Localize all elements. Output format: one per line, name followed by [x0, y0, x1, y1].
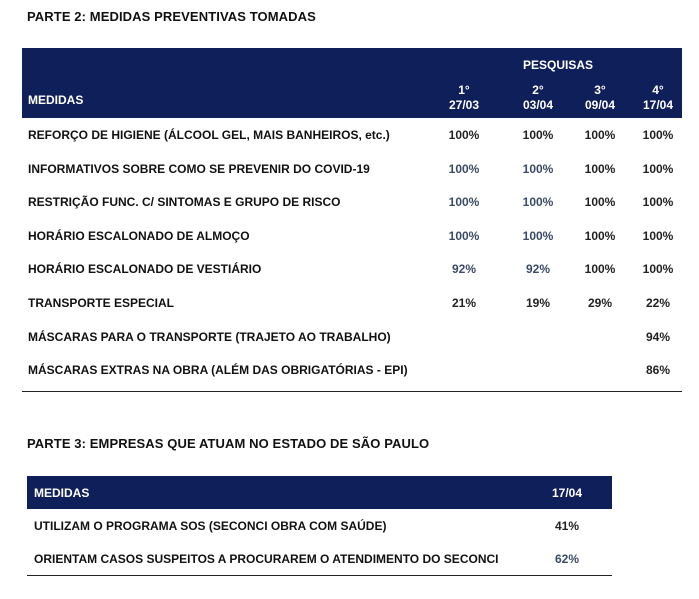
- row-value: 62%: [554, 552, 580, 566]
- table-row: [22, 219, 682, 253]
- row-value: 86%: [645, 363, 671, 378]
- row-value: 100%: [642, 228, 674, 243]
- table-row: [22, 320, 682, 354]
- row-value: 100%: [448, 195, 480, 210]
- row-value: 94%: [645, 329, 671, 344]
- row-value: 100%: [448, 128, 480, 142]
- row-value: 100%: [642, 128, 674, 142]
- row-label: RESTRIÇÃO FUNC. C/ SINTOMAS E GRUPO DE RISCO: [28, 195, 341, 210]
- date-header: 17/04: [551, 486, 583, 500]
- row-value: 19%: [525, 295, 551, 310]
- row-value: 100%: [584, 195, 616, 210]
- row-label: HORÁRIO ESCALONADO DE ALMOÇO: [28, 228, 250, 243]
- table-header: [27, 476, 612, 509]
- table-row: [27, 542, 612, 575]
- table-row: [22, 353, 682, 387]
- row-value: 100%: [522, 195, 554, 210]
- row-value: 100%: [584, 228, 616, 243]
- table-bottom-rule: [27, 575, 612, 576]
- surveys-group-header: PESQUISAS: [522, 58, 594, 72]
- row-value: 21%: [451, 295, 477, 310]
- row-value: 92%: [525, 262, 551, 277]
- row-label: ORIENTAM CASOS SUSPEITOS A PROCURAREM O ATENDIMENTO DO SECONCI: [34, 552, 499, 566]
- table-bottom-rule: [22, 391, 682, 392]
- row-value: 100%: [522, 228, 554, 243]
- row-value: 29%: [587, 295, 613, 310]
- row-value: 100%: [642, 161, 674, 176]
- survey-column-3: 3° 09/04: [584, 83, 616, 112]
- row-value: 100%: [522, 161, 554, 176]
- row-value: 100%: [584, 262, 616, 277]
- medidas-header: MEDIDAS: [34, 486, 90, 500]
- row-value: 22%: [645, 295, 671, 310]
- part3-title: PARTE 3: EMPRESAS QUE ATUAM NO ESTADO DE SÃO PAULO: [27, 436, 430, 451]
- row-label: HORÁRIO ESCALONADO DE VESTIÁRIO: [28, 262, 262, 277]
- row-label: MÁSCARAS PARA O TRANSPORTE (TRAJETO AO TRABALHO): [28, 329, 391, 344]
- row-value: 100%: [584, 128, 616, 142]
- row-value: 100%: [448, 161, 480, 176]
- row-label: MÁSCARAS EXTRAS NA OBRA (ALÉM DAS OBRIGATÓRIAS - EPI): [28, 363, 408, 378]
- row-value: 41%: [554, 519, 580, 533]
- sao-paulo-companies-table: [27, 476, 612, 576]
- row-value: 100%: [584, 161, 616, 176]
- table-row: [27, 509, 612, 542]
- row-label: REFORÇO DE HIGIENE (ÁLCOOL GEL, MAIS BANHEIROS, etc.): [28, 128, 390, 142]
- table-header: [22, 48, 682, 118]
- table-row: [22, 152, 682, 186]
- table-row: [22, 286, 682, 320]
- row-label: UTILIZAM O PROGRAMA SOS (SECONCI OBRA COM SAÚDE): [34, 519, 387, 533]
- row-value: 92%: [451, 262, 477, 277]
- survey-column-2: 2° 03/04: [522, 83, 554, 112]
- part2-title: PARTE 2: MEDIDAS PREVENTIVAS TOMADAS: [27, 9, 316, 24]
- survey-column-4: 4° 17/04: [642, 83, 674, 112]
- row-value: 100%: [642, 262, 674, 277]
- table-row: [22, 252, 682, 286]
- row-label: INFORMATIVOS SOBRE COMO SE PREVENIR DO COVID-19: [28, 161, 370, 176]
- table-row: [22, 118, 682, 152]
- table-row: [22, 185, 682, 219]
- preventive-measures-table: [22, 48, 682, 392]
- row-value: 100%: [448, 228, 480, 243]
- row-label: TRANSPORTE ESPECIAL: [28, 295, 175, 310]
- medidas-header: MEDIDAS: [28, 93, 84, 107]
- row-value: 100%: [522, 128, 554, 142]
- row-value: 100%: [642, 195, 674, 210]
- survey-column-1: 1° 27/03: [448, 83, 480, 112]
